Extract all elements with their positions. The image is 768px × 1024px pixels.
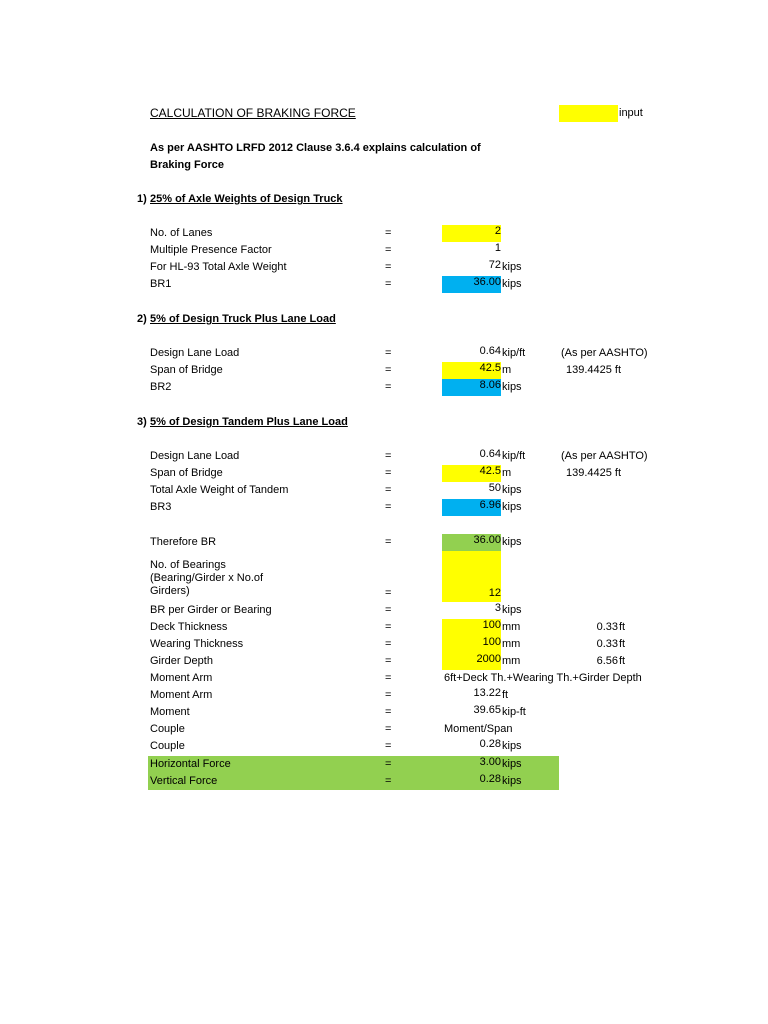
deck-thickness-label: Deck Thickness xyxy=(150,621,228,633)
br1-label: BR1 xyxy=(150,278,172,290)
deck-thickness-ft: 0.33 xyxy=(596,621,618,633)
lane-load-unit: kip/ft xyxy=(502,347,526,359)
input-legend-label: input xyxy=(619,107,643,119)
input-legend-swatch xyxy=(559,105,618,122)
br3-value: 6.96 xyxy=(442,499,501,516)
br2-unit: kips xyxy=(502,381,522,393)
vertical-force-unit: kips xyxy=(502,775,522,787)
lanes-label: No. of Lanes xyxy=(150,227,213,239)
girder-depth-unit: mm xyxy=(502,655,521,667)
span-label: Span of Bridge xyxy=(150,364,223,376)
equals-sign: = xyxy=(385,484,392,496)
equals-sign: = xyxy=(385,672,392,684)
deck-thickness-ft-unit: ft xyxy=(619,621,626,633)
presence-factor-label: Multiple Presence Factor xyxy=(150,244,272,256)
deck-thickness-value[interactable]: 100 xyxy=(442,619,501,636)
br3-unit: kips xyxy=(502,501,522,513)
axle-weight-label: For HL-93 Total Axle Weight xyxy=(150,261,287,273)
equals-sign: = xyxy=(385,244,392,256)
horizontal-force-value: 3.00 xyxy=(479,756,501,768)
tandem-weight-unit: kips xyxy=(502,484,522,496)
presence-factor-value: 1 xyxy=(494,242,501,254)
deck-thickness-unit: mm xyxy=(502,621,521,633)
moment-arm-label: Moment Arm xyxy=(150,672,213,684)
equals-sign: = xyxy=(385,364,392,376)
bearings-label-3: Girders) xyxy=(150,585,190,597)
br-per-bearing-unit: kips xyxy=(502,604,522,616)
couple-formula: Moment/Span xyxy=(444,723,513,735)
equals-sign: = xyxy=(385,706,392,718)
wearing-thickness-ft: 0.33 xyxy=(596,638,618,650)
page-title: CALCULATION OF BRAKING FORCE xyxy=(150,106,356,120)
lane-load-note: (As per AASHTO) xyxy=(561,450,648,462)
equals-sign: = xyxy=(385,501,392,513)
span-unit: m xyxy=(502,364,512,376)
moment-arm-formula: 6ft+Deck Th.+Wearing Th.+Girder Depth xyxy=(444,672,642,684)
equals-sign: = xyxy=(385,638,392,650)
wearing-thickness-unit: mm xyxy=(502,638,521,650)
equals-sign: = xyxy=(385,655,392,667)
equals-sign: = xyxy=(385,347,392,359)
equals-sign: = xyxy=(385,740,392,752)
lane-load-value: 0.64 xyxy=(479,448,501,460)
horizontal-force-unit: kips xyxy=(502,758,522,770)
intro-line-2: Braking Force xyxy=(150,159,224,171)
girder-depth-ft: 6.56 xyxy=(596,655,618,667)
moment-arm-unit: ft xyxy=(502,689,509,701)
span-label: Span of Bridge xyxy=(150,467,223,479)
bearings-value: 12 xyxy=(488,587,501,599)
bearings-input-cell[interactable] xyxy=(442,551,501,602)
lane-load-label: Design Lane Load xyxy=(150,347,240,359)
span-ft-note: 139.4425 ft xyxy=(566,467,622,479)
section-2-heading: 5% of Design Truck Plus Lane Load xyxy=(150,313,336,325)
wearing-thickness-ft-unit: ft xyxy=(619,638,626,650)
axle-weight-unit: kips xyxy=(502,261,522,273)
equals-sign: = xyxy=(385,536,392,548)
equals-sign: = xyxy=(385,604,392,616)
girder-depth-ft-unit: ft xyxy=(619,655,626,667)
axle-weight-value: 72 xyxy=(488,259,501,271)
lane-load-unit: kip/ft xyxy=(502,450,526,462)
vertical-force-label: Vertical Force xyxy=(150,775,218,787)
wearing-thickness-value[interactable]: 100 xyxy=(442,636,501,653)
equals-sign: = xyxy=(385,261,392,273)
section-1-number: 1) xyxy=(137,193,147,205)
moment-value: 39.65 xyxy=(473,704,501,716)
couple-unit: kips xyxy=(502,740,522,752)
section-3-number: 3) xyxy=(137,416,147,428)
equals-sign: = xyxy=(385,775,392,787)
section-2-number: 2) xyxy=(137,313,147,325)
section-3-heading: 5% of Design Tandem Plus Lane Load xyxy=(150,416,348,428)
tandem-weight-label: Total Axle Weight of Tandem xyxy=(150,484,289,496)
equals-sign: = xyxy=(385,758,392,770)
horizontal-force-label: Horizontal Force xyxy=(150,758,231,770)
tandem-weight-value: 50 xyxy=(488,482,501,494)
lane-load-note: (As per AASHTO) xyxy=(561,347,648,359)
therefore-br-label: Therefore BR xyxy=(150,536,217,548)
br-per-bearing-value: 3 xyxy=(494,602,501,614)
equals-sign: = xyxy=(385,723,392,735)
bearings-label-2: (Bearing/Girder x No.of xyxy=(150,572,264,584)
br2-value: 8.06 xyxy=(442,379,501,396)
couple-value: 0.28 xyxy=(479,738,501,750)
section-1-heading: 25% of Axle Weights of Design Truck xyxy=(150,193,343,205)
equals-sign: = xyxy=(385,278,392,290)
lane-load-label: Design Lane Load xyxy=(150,450,240,462)
br-per-bearing-label: BR per Girder or Bearing xyxy=(150,604,272,616)
moment-label: Moment xyxy=(150,706,190,718)
moment-arm-value: 13.22 xyxy=(473,687,501,699)
equals-sign: = xyxy=(385,450,392,462)
girder-depth-value[interactable]: 2000 xyxy=(442,653,501,670)
br1-unit: kips xyxy=(502,278,522,290)
span-value[interactable]: 42.5 xyxy=(442,362,501,379)
equals-sign: = xyxy=(385,381,392,393)
bearings-label-1: No. of Bearings xyxy=(150,559,226,571)
intro-line-1: As per AASHTO LRFD 2012 Clause 3.6.4 explains calculation of xyxy=(150,142,481,154)
couple-label: Couple xyxy=(150,723,185,735)
wearing-thickness-label: Wearing Thickness xyxy=(150,638,244,650)
equals-sign: = xyxy=(385,587,392,599)
equals-sign: = xyxy=(385,689,392,701)
vertical-force-value: 0.28 xyxy=(479,773,501,785)
equals-sign: = xyxy=(385,227,392,239)
moment-unit: kip-ft xyxy=(502,706,526,718)
couple-label: Couple xyxy=(150,740,185,752)
girder-depth-label: Girder Depth xyxy=(150,655,213,667)
span-ft-note: 139.4425 ft xyxy=(566,364,622,376)
lanes-value[interactable]: 2 xyxy=(442,225,501,242)
lane-load-value: 0.64 xyxy=(479,345,501,357)
moment-arm-label: Moment Arm xyxy=(150,689,213,701)
equals-sign: = xyxy=(385,467,392,479)
therefore-br-value: 36.00 xyxy=(442,534,501,551)
span-value[interactable]: 42.5 xyxy=(442,465,501,482)
span-unit: m xyxy=(502,467,512,479)
therefore-br-unit: kips xyxy=(502,536,522,548)
equals-sign: = xyxy=(385,621,392,633)
br2-label: BR2 xyxy=(150,381,172,393)
br3-label: BR3 xyxy=(150,501,172,513)
br1-value: 36.00 xyxy=(442,276,501,293)
